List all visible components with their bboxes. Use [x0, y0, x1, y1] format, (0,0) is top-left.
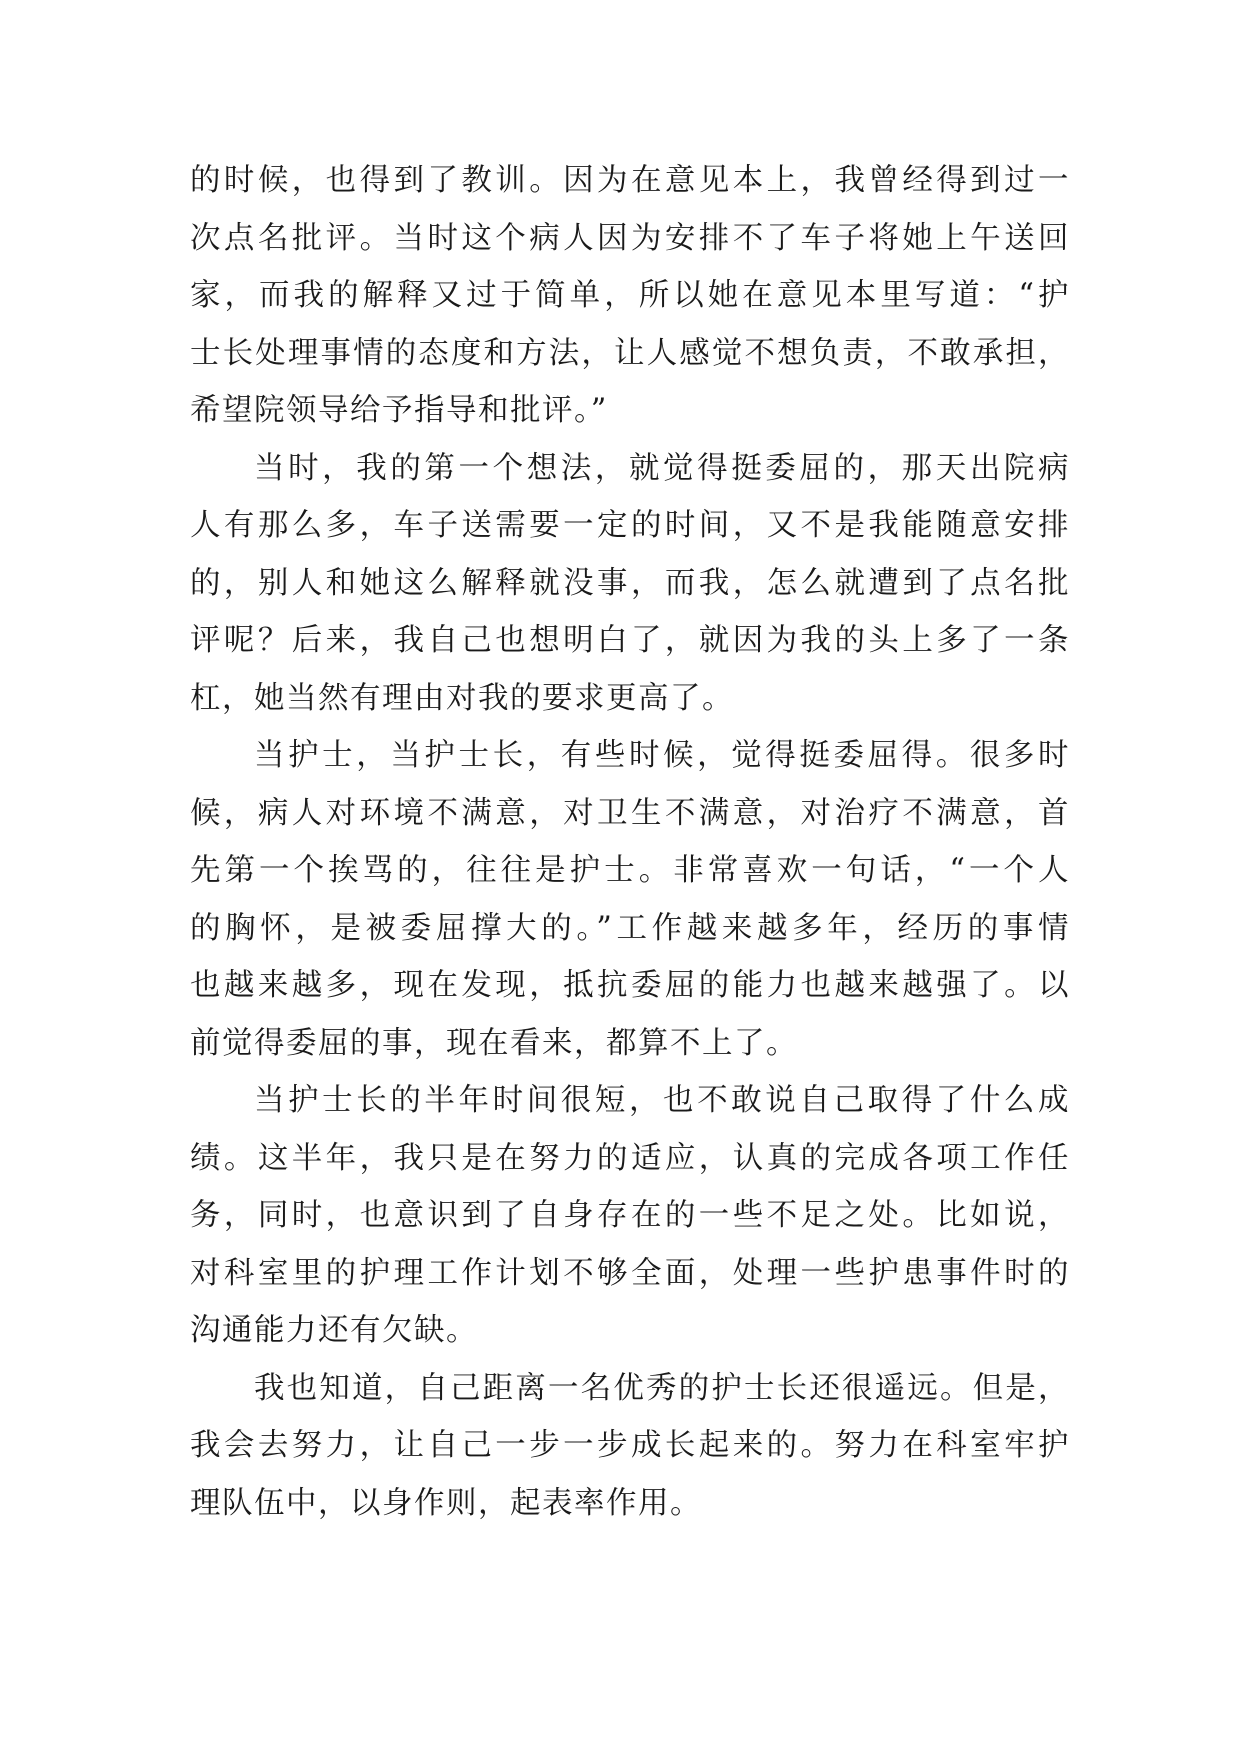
text-line: 沟通能力还有欠缺。 — [190, 1313, 478, 1348]
text-line: 先第一个挨骂的，往往是护士。非常喜欢一句话，“一个人 — [190, 853, 1070, 888]
text-line: 理队伍中，以身作则，起表率作用。 — [190, 1485, 702, 1521]
text-line: 我会去努力，让自己一步一步成长起来的。努力在科室牢护 — [190, 1428, 1070, 1463]
paragraph — [190, 1360, 1070, 1533]
text-line: 次点名批评。当时这个病人因为安排不了车子将她上午送回 — [190, 220, 1070, 256]
text-line: 我也知道，自己距离一名优秀的护士长还很遥远。但是， — [254, 1370, 1070, 1406]
paragraph — [190, 1072, 1070, 1360]
text-line: 士长处理事情的态度和方法，让人感觉不想负责，不敢承担， — [190, 335, 1070, 371]
text-line: 杠，她当然有理由对我的要求更高了。 — [190, 680, 734, 716]
text-line: 当时，我的第一个想法，就觉得挺委屈的，那天出院病 — [254, 450, 1070, 486]
text-line: 的胸怀，是被委屈撑大的。”工作越来越多年，经历的事情 — [190, 910, 1070, 946]
text-line: 当护士，当护士长，有些时候，觉得挺委屈得。很多时 — [254, 738, 1070, 773]
paragraph — [190, 440, 1070, 728]
text-line: 的，别人和她这么解释就没事，而我，怎么就遭到了点名批 — [190, 565, 1070, 601]
paragraph — [190, 727, 1070, 1072]
text-line: 的时候，也得到了教训。因为在意见本上，我曾经得到过一 — [190, 163, 1070, 198]
document-body — [190, 152, 1070, 1532]
text-line: 家，而我的解释又过于简单，所以她在意见本里写道：“护 — [190, 278, 1070, 313]
text-line: 当护士长的半年时间很短，也不敢说自己取得了什么成 — [254, 1083, 1070, 1118]
text-line: 评呢？后来，我自己也想明白了，就因为我的头上多了一条 — [190, 623, 1070, 658]
text-line: 对科室里的护理工作计划不够全面，处理一些护患事件时的 — [190, 1255, 1070, 1291]
text-line: 也越来越多，现在发现，抵抗委屈的能力也越来越强了。以 — [190, 968, 1070, 1003]
text-line: 候，病人对环境不满意，对卫生不满意，对治疗不满意，首 — [190, 795, 1070, 831]
text-line: 前觉得委屈的事，现在看来，都算不上了。 — [190, 1025, 798, 1061]
text-line: 务，同时，也意识到了自身存在的一些不足之处。比如说， — [190, 1198, 1070, 1233]
paragraph — [190, 152, 1070, 440]
text-line: 希望院领导给予指导和批评。” — [190, 393, 608, 428]
text-line: 人有那么多，车子送需要一定的时间，又不是我能随意安排 — [190, 508, 1070, 543]
text-line: 绩。这半年，我只是在努力的适应，认真的完成各项工作任 — [190, 1140, 1070, 1176]
